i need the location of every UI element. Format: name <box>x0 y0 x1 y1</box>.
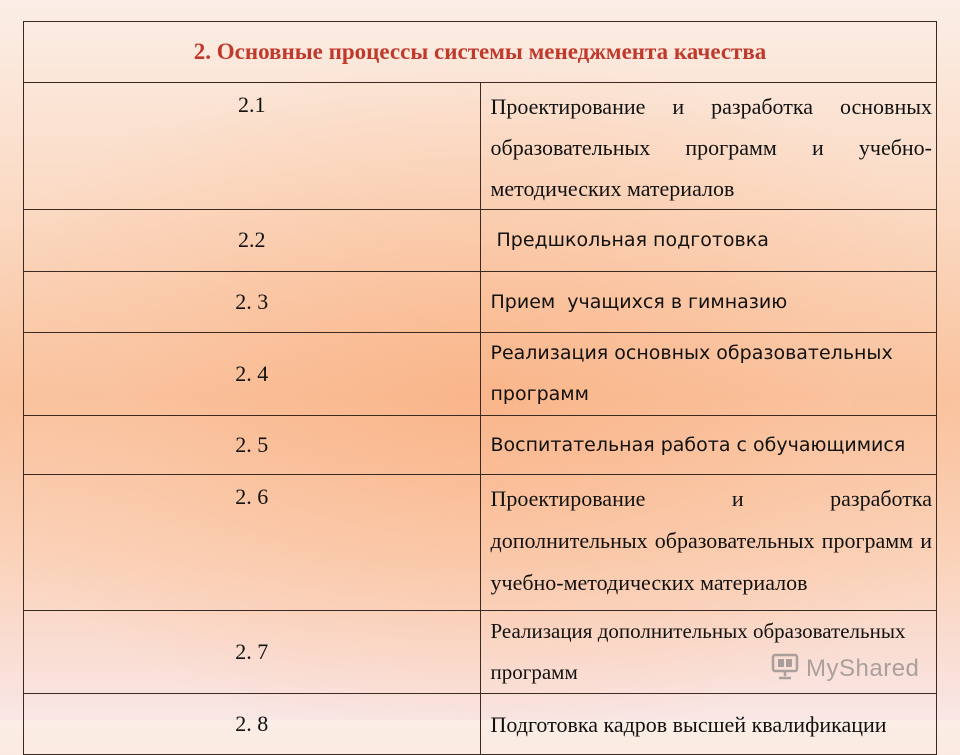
presentation-board-icon <box>770 652 800 685</box>
row-number: 2.2 <box>24 210 481 272</box>
table-row <box>24 694 937 755</box>
table-title-row <box>24 22 937 83</box>
table-row <box>24 210 937 272</box>
table-row <box>24 475 937 611</box>
row-number: 2. 8 <box>24 694 481 755</box>
process-table-container <box>23 21 937 737</box>
row-number: 2.1 <box>24 83 481 210</box>
row-number: 2. 7 <box>24 611 481 694</box>
row-number: 2. 5 <box>24 416 481 475</box>
table-row <box>24 272 937 333</box>
row-text: Проектирование и разработка основных образовательных программ и учебно-методических материалов <box>480 83 937 210</box>
row-text: Реализация основных образовательных программ <box>480 333 937 416</box>
row-text: Предшкольная подготовка <box>480 210 937 272</box>
row-text: Проектирование и разработка дополнительных образовательных программ и учебно-методических материалов <box>480 475 937 611</box>
table-title: 2. Основные процессы системы менеджмента качества <box>24 22 937 83</box>
watermark <box>770 652 919 685</box>
watermark-text: MyShared <box>806 654 920 682</box>
row-number: 2. 3 <box>24 272 481 333</box>
table-row <box>24 416 937 475</box>
row-text: Воспитательная работа с обучающимися <box>480 416 937 475</box>
row-text: Подготовка кадров высшей квалификации <box>480 694 937 755</box>
row-number: 2. 6 <box>24 475 481 611</box>
row-text: Реализация дополнительных образовательных программ <box>480 611 937 694</box>
table-row <box>24 83 937 210</box>
row-text: Прием учащихся в гимназию <box>480 272 937 333</box>
row-number: 2. 4 <box>24 333 481 416</box>
table-row <box>24 333 937 416</box>
process-table <box>23 21 937 755</box>
